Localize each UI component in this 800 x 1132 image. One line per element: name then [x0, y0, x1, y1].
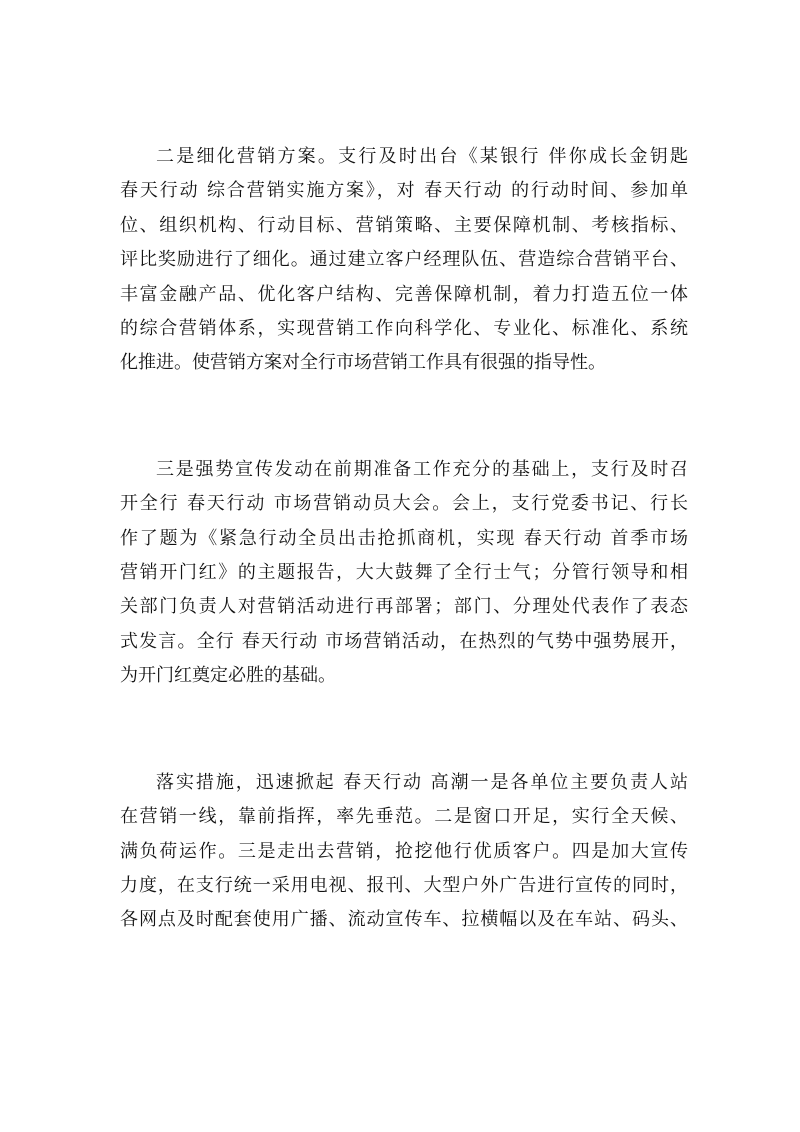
paragraph-line: 丰富金融产品、优化客户结构、完善保障机制，着力打造五位一体 [120, 283, 688, 305]
paragraph-line: 评比奖励进行了细化。通过建立客户经理队伍、营造综合营销平台、 [120, 249, 688, 271]
paragraph-line: 关部门负责人对营销活动进行再部署；部门、分理处代表作了表态 [120, 596, 688, 618]
paragraph-2 [120, 453, 688, 694]
paragraph-line: 在营销一线，靠前指挥，率先垂范。二是窗口开足，实行全天候、 [120, 806, 688, 828]
paragraph-line: 为开门红奠定必胜的基础。 [120, 665, 336, 687]
paragraph-line: 春天行动 综合营销实施方案》，对 春天行动 的行动时间、参加单 [120, 180, 688, 202]
paragraph-3 [120, 766, 688, 938]
paragraph-line: 满负荷运作。三是走出去营销，抢挖他行优质客户。四是加大宣传 [120, 840, 688, 862]
paragraph-line: 位、组织机构、行动目标、营销策略、主要保障机制、考核指标、 [120, 214, 688, 236]
paragraph-line: 三是强势宣传发动在前期准备工作充分的基础上，支行及时召 [156, 458, 688, 480]
paragraph-line: 的综合营销体系，实现营销工作向科学化、专业化、标准化、系统 [120, 318, 688, 340]
paragraph-line: 化推进。使营销方案对全行市场营销工作具有很强的指导性。 [120, 352, 606, 374]
paragraph-line: 二是细化营销方案。支行及时出台《某银行 伴你成长金钥匙 [156, 146, 688, 167]
paragraph-1 [120, 140, 688, 381]
paragraph-line: 营销开门红》的主题报告，大大鼓舞了全行士气；分管行领导和相 [120, 562, 688, 584]
paragraph-line: 各网点及时配套使用广播、流动宣传车、拉横幅以及在车站、码头、 [120, 909, 688, 931]
paragraph-line: 落实措施，迅速掀起 春天行动 高潮一是各单位主要负责人站 [156, 771, 688, 793]
paragraph-line: 作了题为《紧急行动全员出击抢抓商机，实现 春天行动 首季市场 [120, 527, 688, 549]
document-body [120, 140, 688, 1010]
paragraph-line: 开全行 春天行动 市场营销动员大会。会上，支行党委书记、行长 [120, 493, 688, 515]
paragraph-line: 力度，在支行统一采用电视、报刊、大型户外广告进行宣传的同时， [120, 874, 688, 896]
paragraph-line: 式发言。全行 春天行动 市场营销活动，在热烈的气势中强势展开， [120, 630, 688, 652]
